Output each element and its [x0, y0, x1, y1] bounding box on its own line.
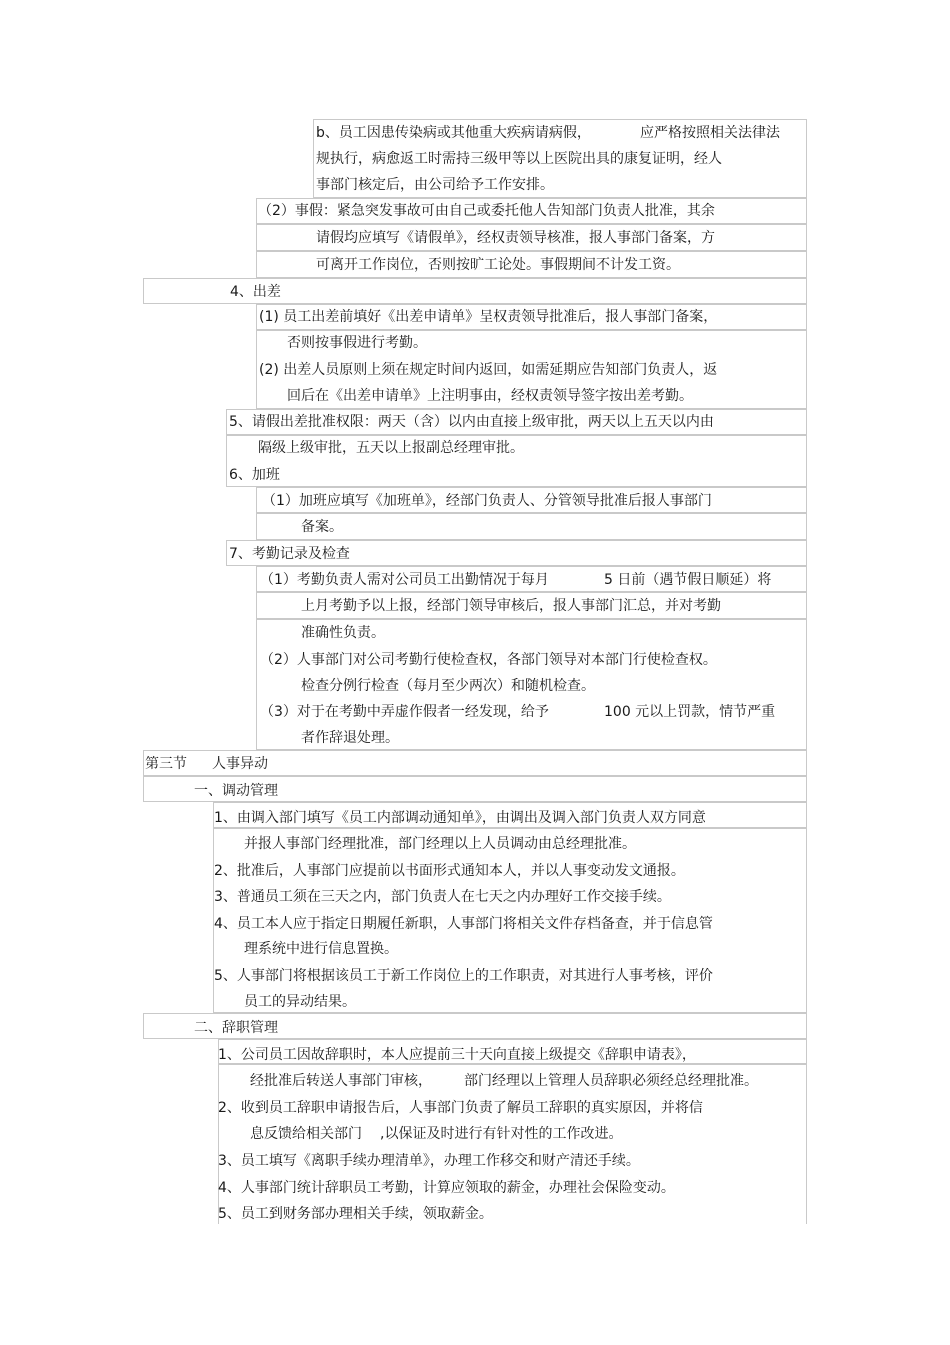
resign-item2-line1: 2、收到员工辞职申请报告后，人事部门负责了解员工辞职的真实原因，并将信: [218, 1100, 703, 1116]
overtime-heading: 6、加班: [229, 467, 280, 483]
transfer-item2: 2、批准后，人事部门应提前以书面形式通知本人，并以人事变动发文通报。: [214, 863, 685, 879]
section-title: 人事异动: [212, 756, 268, 772]
overtime-line1: （1）加班应填写《加班单》，经部门负责人、分管领导批准后报人事部门: [262, 493, 712, 509]
attendance-item3-line2: 者作辞退处理。: [301, 730, 399, 746]
resign-item1-line2b: 部门经理以上管理人员辞职必须经总经理批准。: [464, 1073, 758, 1089]
resign-item3: 3、员工填写《离职手续办理清单》，办理工作移交和财产清还手续。: [218, 1153, 640, 1169]
attendance-item1-line2: 上月考勤予以上报，经部门领导审核后，报人事部门汇总，并对考勤: [301, 598, 721, 614]
section-label: 第三节: [145, 756, 187, 772]
resign-item4: 4、人事部门统计辞职员工考勤，计算应领取的薪金，办理社会保险变动。: [218, 1180, 675, 1196]
transfer-item3: 3、普通员工须在三天之内，部门负责人在七天之内办理好工作交接手续。: [214, 889, 671, 905]
transfer-heading: 一、调动管理: [194, 783, 278, 799]
attendance-item1-line1b: 5 日前（遇节假日顺延）将: [604, 572, 772, 588]
transfer-item1-line2: 并报人事部门经理批准，部门经理以上人员调动由总经理批准。: [244, 836, 636, 852]
resign-item5: 5、员工到财务部办理相关手续，领取薪金。: [218, 1206, 493, 1222]
resign-heading: 二、辞职管理: [194, 1020, 278, 1036]
attendance-item1-line1a: （1）考勤负责人需对公司员工出勤情况于每月: [260, 572, 549, 588]
attendance-item2-line1: （2）人事部门对公司考勤行使检查权，各部门领导对本部门行使检查权。: [260, 652, 717, 668]
business-trip-item1-line1: (1) 员工出差前填好《出差申请单》呈权责领导批准后，报人事部门备案，: [259, 309, 718, 325]
attendance-item1-line3: 准确性负责。: [301, 625, 385, 641]
resign-item1-line1: 1、公司员工因故辞职时，本人应提前三十天向直接上级提交《辞职申请表》，: [218, 1047, 696, 1063]
sick-leave-line1b: 应严格按照相关法律法: [640, 125, 780, 141]
attendance-item3-line1b: 100 元以上罚款，情节严重: [604, 704, 776, 720]
sick-leave-line3: 事部门核定后，由公司给予工作安排。: [316, 177, 554, 193]
transfer-item4-line1: 4、员工本人应于指定日期履任新职，人事部门将相关文件存档备查，并于信息管: [214, 916, 713, 932]
attendance-heading: 7、考勤记录及检查: [229, 546, 350, 562]
transfer-item1-line1: 1、由调入部门填写《员工内部调动通知单》，由调出及调入部门负责人双方同意: [214, 810, 706, 826]
sick-leave-line1: b、员工因患传染病或其他重大疾病请病假，: [316, 125, 591, 141]
business-trip-heading: 4、出差: [230, 284, 281, 300]
transfer-item5-line1: 5、人事部门将根据该员工于新工作岗位上的工作职责，对其进行人事考核，评价: [214, 968, 713, 984]
personal-leave-line3: 可离开工作岗位，否则按旷工论处。事假期间不计发工资。: [316, 257, 680, 273]
business-trip-item2-line1: (2) 出差人员原则上须在规定时间内返回，如需延期应告知部门负责人，返: [259, 362, 718, 378]
business-trip-item2-line2: 回后在《出差申请单》上注明事由，经权责领导签字按出差考勤。: [287, 388, 693, 404]
transfer-item4-line2: 理系统中进行信息置换。: [244, 941, 398, 957]
personal-leave-line1: （2）事假：紧急突发事故可由自己或委托他人告知部门负责人批准，其余: [258, 203, 715, 219]
personal-leave-line2: 请假均应填写《请假单》，经权责领导核准，报人事部门备案，方: [316, 230, 715, 246]
transfer-item5-line2: 员工的异动结果。: [244, 994, 356, 1010]
sick-leave-line2: 规执行，病愈返工时需持三级甲等以上医院出具的康复证明，经人: [316, 151, 722, 167]
resign-item2-line2a: 息反馈给相关部门: [250, 1126, 362, 1142]
resign-item1-line2a: 经批准后转送人事部门审核，: [250, 1073, 432, 1089]
approval-line2: 隔级上级审批，五天以上报副总经理审批。: [258, 440, 524, 456]
resign-item2-line2b: ,以保证及时进行有针对性的工作改进。: [380, 1126, 623, 1142]
business-trip-item1-line2: 否则按事假进行考勤。: [287, 335, 427, 351]
attendance-item2-line2: 检查分例行检查（每月至少两次）和随机检查。: [301, 678, 595, 694]
attendance-item3-line1a: （3）对于在考勤中弄虚作假者一经发现，给予: [260, 704, 549, 720]
overtime-line2: 备案。: [301, 519, 343, 535]
approval-line1: 5、请假出差批准权限：两天（含）以内由直接上级审批，两天以上五天以内由: [229, 414, 714, 430]
